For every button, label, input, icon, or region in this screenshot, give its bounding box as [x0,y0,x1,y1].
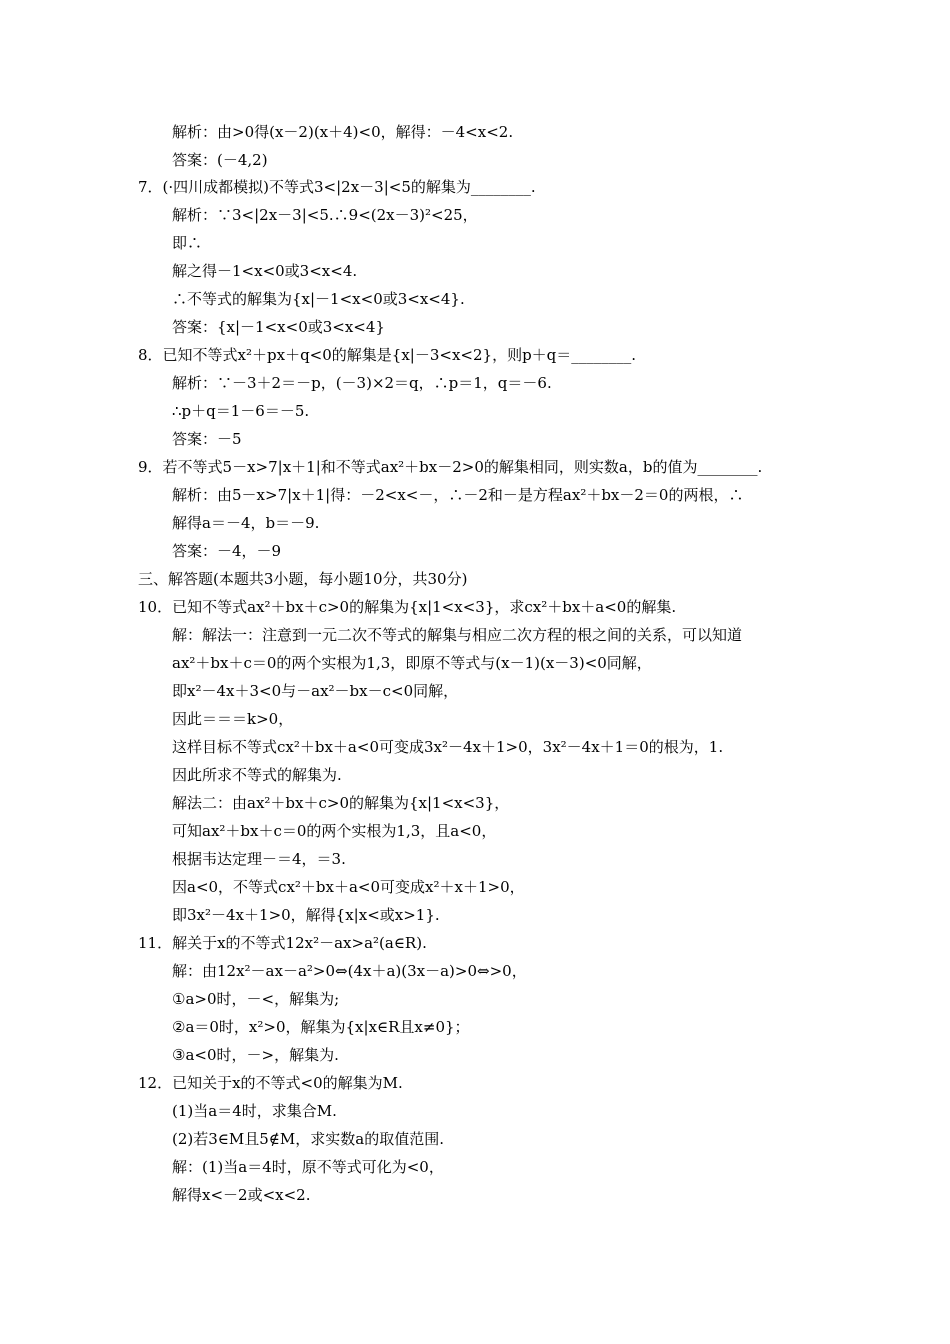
question-12: 12．已知关于x的不等式<0的解集为M. [138,1074,403,1092]
text-line: ∴不等式的解集为{x|－1<x<0或3<x<4}. [172,290,465,308]
text-line: 解法二：由ax²＋bx＋c>0的解集为{x|1<x<3}， [172,794,510,812]
section-heading: 三、解答题(本题共3小题，每小题10分，共30分) [138,570,468,588]
text-line: 解得a＝－4，b＝－9. [172,514,320,532]
text-line: 答案：{x|－1<x<0或3<x<4} [172,318,385,336]
question-8: 8．已知不等式x²＋px＋q<0的解集是{x|－3<x<2}，则p＋q＝________. [138,346,637,364]
text-line: 即3x²－4x＋1>0，解得{x|x<或x>1}. [172,906,440,924]
text-line: 即x²－4x＋3<0与－ax²－bx－c<0同解， [172,682,459,700]
text-line: 解析：∵－3＋2＝－p，(－3)×2＝q，∴p＝1，q＝－6. [172,374,552,392]
text-line: 根据韦达定理－＝4，＝3. [172,850,346,868]
text-line: 即∴ [172,234,203,252]
question-11: 11．解关于x的不等式12x²－ax>a²(a∈R). [138,934,427,952]
text-line: ③a<0时，－>，解集为. [172,1046,339,1064]
question-9: 9．若不等式5－x>7|x＋1|和不等式ax²＋bx－2>0的解集相同，则实数a，b的值为________. [138,458,763,476]
text-line: (1)当a＝4时，求集合M. [172,1102,337,1120]
text-line: 解：由12x²－ax－a²>0⇔(4x＋a)(3x－a)>0⇔>0， [172,962,527,980]
text-line: ①a>0时，－<，解集为; [172,990,340,1008]
text-line: 因此所求不等式的解集为. [172,766,342,784]
text-line: 这样目标不等式cx²＋bx＋a<0可变成3x²－4x＋1>0，3x²－4x＋1＝0的根为，1. [172,738,724,756]
text-line: 解析：由5－x>7|x＋1|得：－2<x<－，∴－2和－是方程ax²＋bx－2＝0的两根，∴ [172,486,744,504]
question-10: 10．已知不等式ax²＋bx＋c>0的解集为{x|1<x<3}，求cx²＋bx＋a<0的解集. [138,598,677,616]
text-line: 可知ax²＋bx＋c＝0的两个实根为1,3，且a<0， [172,822,497,840]
text-line: ∴p＋q＝1－6＝－5. [172,402,310,420]
text-line: 解：(1)当a＝4时，原不等式可化为<0， [172,1158,444,1176]
text-line: 解：解法一：注意到一元二次不等式的解集与相应二次方程的根之间的关系，可以知道 [172,626,743,644]
text-line: (2)若3∈M且5∉M，求实数a的取值范围. [172,1130,444,1148]
text-line: 因此＝＝＝k>0， [172,710,294,728]
text-line: 答案：－5 [172,430,242,448]
text-line: 解得x<－2或<x<2. [172,1186,311,1204]
question-7: 7．(·四川成都模拟)不等式3<|2x－3|<5的解集为________. [138,178,536,196]
text-line: 答案：(－4,2) [172,151,268,169]
text-line: ax²＋bx＋c＝0的两个实根为1,3，即原不等式与(x－1)(x－3)<0同解， [172,654,652,672]
text-line: 解析：∵3<|2x－3|<5.∴9<(2x－3)²<25， [172,206,478,224]
text-line: ②a＝0时，x²>0，解集为{x|x∈R且x≠0}； [172,1018,470,1036]
text-line: 因a<0，不等式cx²＋bx＋a<0可变成x²＋x＋1>0， [172,878,525,896]
text-line: 解析：由>0得(x－2)(x＋4)<0，解得：－4<x<2. [172,123,514,141]
text-line: 答案：－4，－9 [172,542,282,560]
text-line: 解之得－1<x<0或3<x<4. [172,262,358,280]
